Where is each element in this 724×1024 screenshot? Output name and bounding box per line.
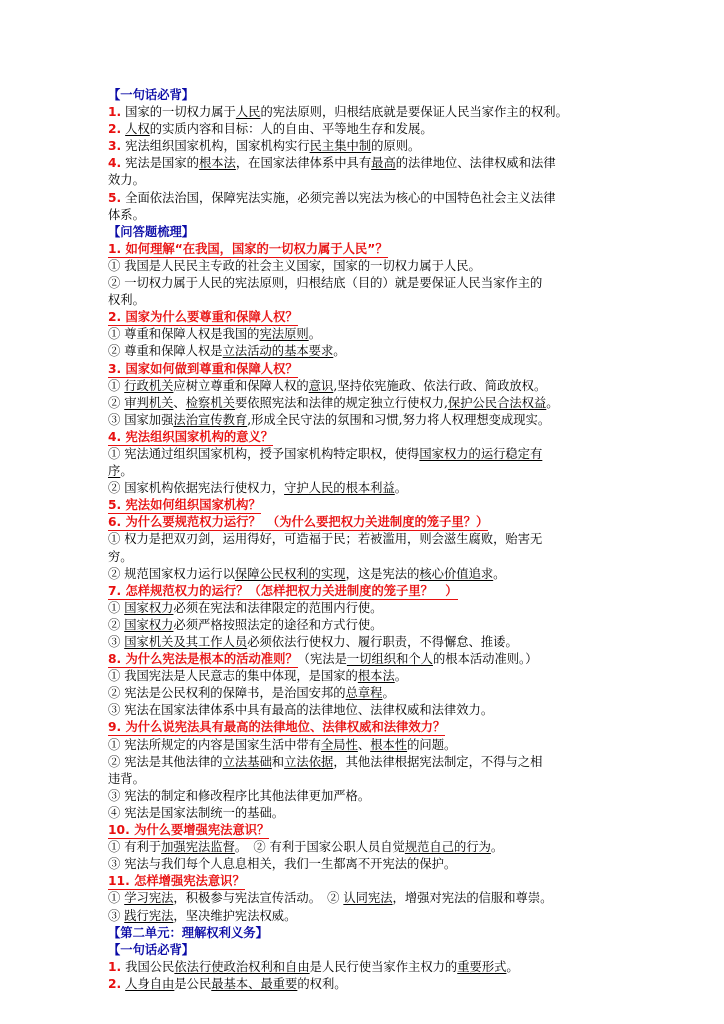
question-title: 5. 宪法如何组织国家机构？ (108, 498, 261, 513)
answer-line: ③ 国家机关及其工作人员必须依法行使权力、履行职责，不得懈怠、推诿。 (108, 635, 518, 649)
answer-line: ① 宪法通过组织国家机构，授予国家机构特定职权，使得国家权力的运行稳定有 (108, 446, 543, 461)
answer-line: ② 国家机构依据宪法行使权力，守护人民的根本利益。 (108, 481, 408, 496)
answer-line: 权利。 (108, 293, 145, 308)
question-title: 9. 为什么说宪法具有最高的法律地位、法律权威和法律效力？ (108, 720, 446, 735)
answer-line: ② 尊重和保障人权是立法活动的基本要求。 (108, 344, 346, 359)
list-item-continuation: 效力。 (108, 173, 145, 188)
answer-line: ③ 践行宪法，坚决维护宪法权威。 (108, 908, 297, 923)
answer-line: ② 审判机关、检察机关要依照宪法和法律的规定独立行使权力,保护公民合法权益。 (108, 395, 559, 410)
answer-line: ③ 宪法与我们每个人息息相关，我们一生都离不开宪法的保护。 (108, 857, 457, 872)
list-item: 1. 国家的一切权力属于人民的宪法原则，归根结底就是要保证人民当家作主的权利。 (108, 105, 568, 120)
answer-line: ③ 宪法在国家法律体系中具有最高的法律地位、法律权威和法律效力。 (108, 703, 494, 718)
question-title: 10. 为什么要增强宪法意识？ (108, 823, 270, 838)
question-title: 8. 为什么宪法是根本的活动准则？（宪法是一切组织和个人的根本活动准则。） (108, 652, 538, 667)
answer-line: ① 尊重和保障人权是我国的宪法原则。 (108, 327, 321, 342)
list-item: 2. 人身自由是公民最基本、最重要的权利。 (108, 976, 347, 991)
list-item: 2. 人权的实质内容和目标：人的自由、平等地生存和发展。 (108, 122, 433, 137)
list-item: 1. 我国公民依法行使政治权利和自由是人民行使当家作主权力的重要形式。 (108, 959, 519, 974)
question-title: 11. 怎样增强宪法意识？ (108, 874, 245, 889)
answer-line: ② 宪法是其他法律的立法基础和立法依据，其他法律根据宪法制定，不得与之相 (108, 754, 543, 769)
answer-line: ① 权力是把双刃剑，运用得好，可造福于民；若被滥用，则会滋生腐败，贻害无 (108, 532, 543, 547)
question-title: 4. 宪法组织国家机构的意义？ (108, 429, 274, 444)
list-item: 3. 宪法组织国家机构，国家机构实行民主集中制的原则。 (108, 139, 421, 154)
section-header-one-sentence: 【一句话必背】 (108, 942, 195, 957)
answer-line: ① 宪法所规定的内容是国家生活中带有全局性、根本性的问题。 (108, 737, 457, 752)
answer-line: ① 国家权力必须在宪法和法律限定的范围内行使。 (108, 600, 383, 615)
answer-line: ① 我国宪法是人民意志的集中体现，是国家的根本法。 (108, 669, 408, 684)
answer-line-continuation: 违背。 (108, 771, 145, 786)
question-title: 2. 国家为什么要尊重和保障人权？ (108, 310, 298, 325)
answer-line: ① 学习宪法，积极参与宪法宣传活动。 ② 认同宪法，增强对宪法的信服和尊崇。 (108, 891, 553, 906)
question-title: 6. 为什么要规范权力运行？ （为什么要把权力关进制度的笼子里？） (108, 515, 489, 530)
list-item: 5. 全面依法治国，保障宪法实施，必须完善以宪法为核心的中国特色社会主义法律 (108, 190, 556, 205)
section-header-one-sentence: 【一句话必背】 (108, 88, 195, 102)
section-header-qa: 【问答题梳理】 (108, 224, 195, 239)
list-item-continuation: 体系。 (108, 207, 145, 222)
document-content (108, 87, 626, 993)
answer-line-continuation: 穷。 (108, 549, 133, 564)
answer-line: ② 宪法是公民权利的保障书，是治国安邦的总章程。 (108, 686, 395, 701)
answer-line: ③ 国家加强法治宣传教育,形成全民守法的氛围和习惯,努力将人权理想变成现实。 (108, 412, 551, 427)
question-note: （宪法是一切组织和个人的根本活动准则。） (297, 652, 538, 667)
question-title: 7. 怎样规范权力的运行？（怎样把权力关进制度的笼子里？ ） (108, 583, 458, 598)
question-title: 1. 如何理解“在我国，国家的一切权力属于人民”？ (108, 241, 388, 256)
answer-line: ② 一切权力属于人民的宪法原则，归根结底（目的）就是要保证人民当家作主的 (108, 276, 543, 291)
answer-line-continuation: 序。 (108, 464, 133, 479)
answer-line: ② 国家权力必须严格按照法定的途径和方式行使。 (108, 617, 383, 632)
question-title: 3. 国家如何做到尊重和保障人权？ (108, 361, 298, 376)
answer-line: ① 有利于加强宪法监督。 ② 有利于国家公职人员自觉规范自己的行为。 (108, 840, 504, 855)
unit-title: 【第二单元：理解权利义务】 (108, 925, 268, 940)
list-item: 4. 宪法是国家的根本法，在国家法律体系中具有最高的法律地位、法律权威和法律 (108, 156, 556, 171)
answer-line: ① 我国是人民民主专政的社会主义国家，国家的一切权力属于人民。 (108, 258, 481, 273)
answer-line: ① 行政机关应树立尊重和保障人权的意识,坚持依宪施政、依法行政、简政放权。 (108, 378, 547, 393)
answer-line: ④ 宪法是国家法制统一的基础。 (108, 805, 285, 820)
answer-line: ③ 宪法的制定和修改程序比其他法律更加严格。 (108, 788, 371, 803)
answer-line: ② 规范国家权力运行以保障公民权利的实现，这是宪法的核心价值追求。 (108, 566, 506, 581)
